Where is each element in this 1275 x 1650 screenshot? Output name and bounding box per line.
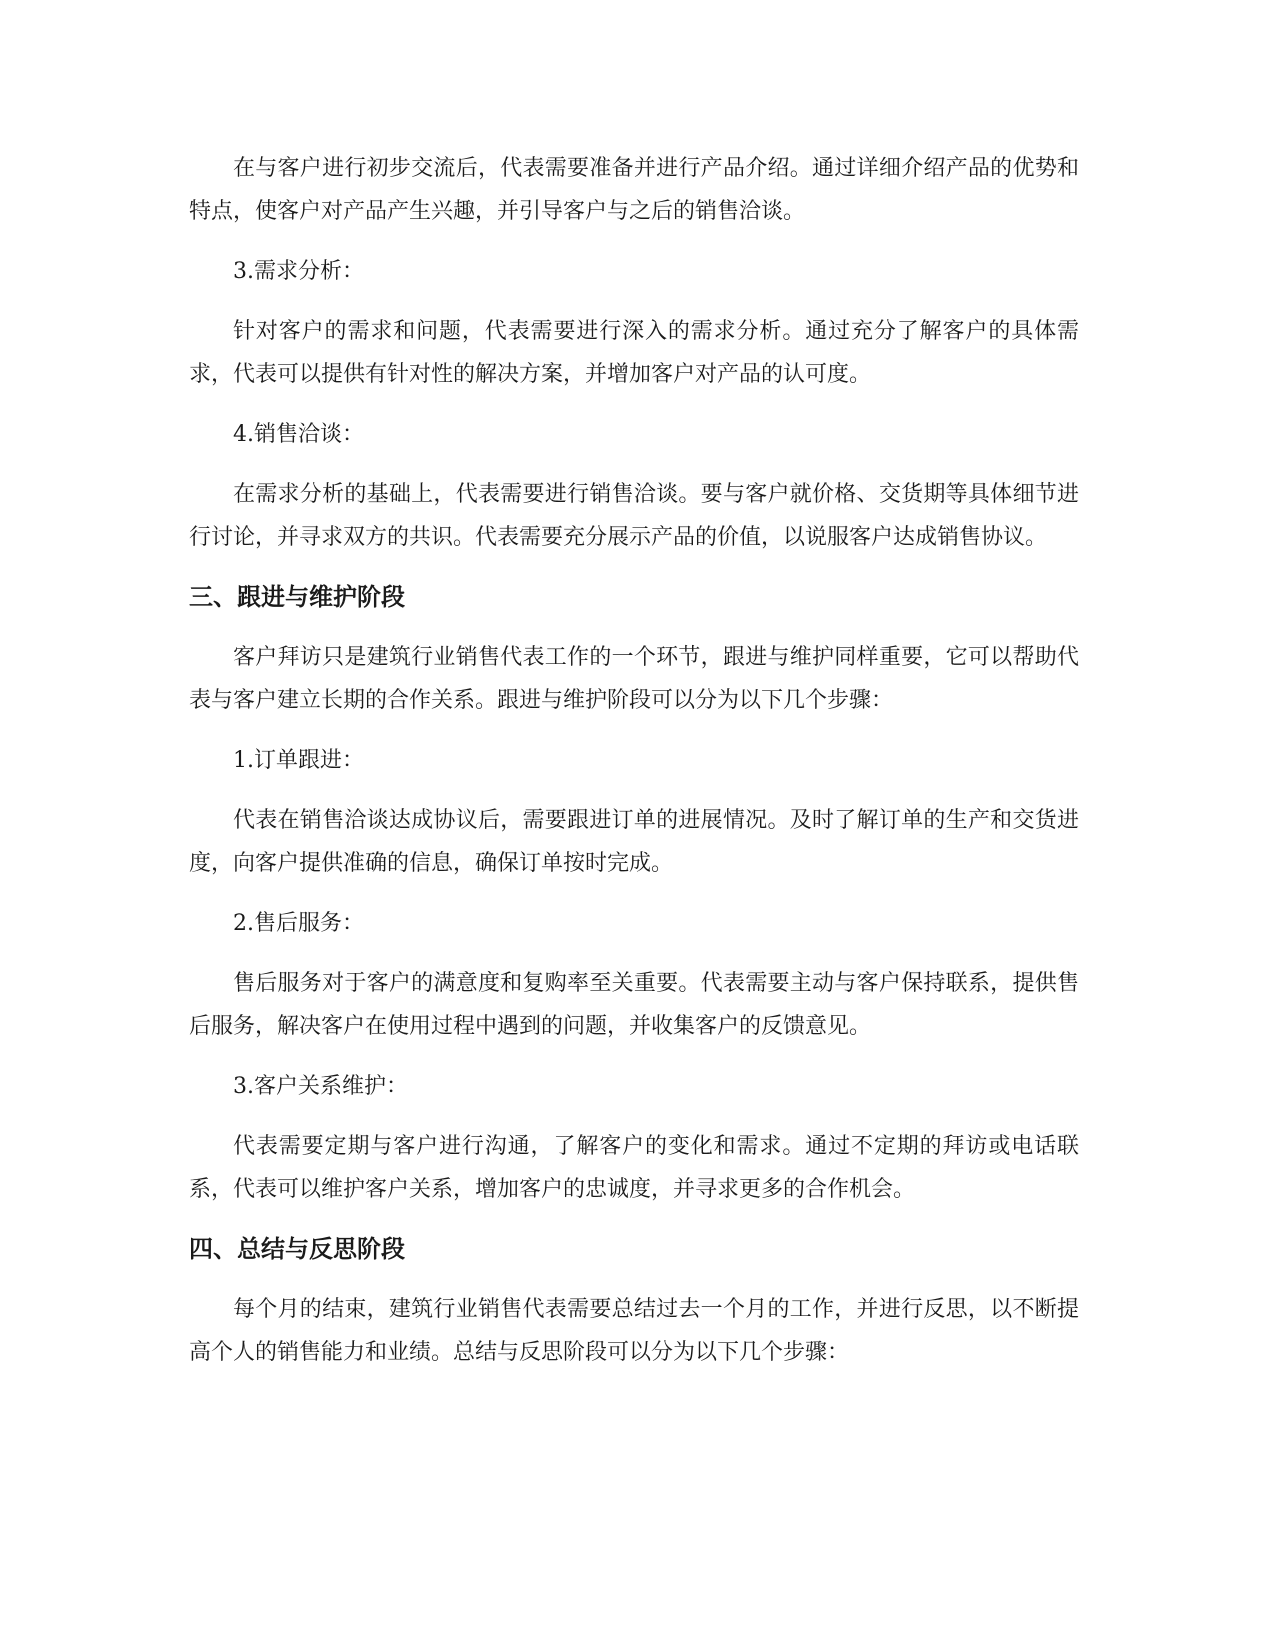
- step-needs-analysis: 3.需求分析：: [233, 259, 364, 284]
- step-sales-negotiation: 4.销售洽谈：: [233, 422, 364, 447]
- step-order-follow-up: 1.订单跟进：: [233, 748, 364, 773]
- paragraph-needs-analysis: 针对客户的需求和问题，代表需要进行深入的需求分析。通过充分了解客户的具体需求，代表可以提供有针对性的解决方案，并增加客户对产品的认可度。: [189, 319, 1079, 387]
- paragraph-summary-intro: 每个月的结束，建筑行业销售代表需要总结过去一个月的工作，并进行反思，以不断提高个人的销售能力和业绩。总结与反思阶段可以分为以下几个步骤：: [189, 1297, 1079, 1365]
- paragraph-sales-negotiation: 在需求分析的基础上，代表需要进行销售洽谈。要与客户就价格、交货期等具体细节进行讨论，并寻求双方的共识。代表需要充分展示产品的价值，以说服客户达成销售协议。: [189, 482, 1079, 550]
- paragraph-product-intro: 在与客户进行初步交流后，代表需要准备并进行产品介绍。通过详细介绍产品的优势和特点，使客户对产品产生兴趣，并引导客户与之后的销售洽谈。: [189, 156, 1079, 224]
- step-after-sales: 2.售后服务：: [233, 911, 364, 936]
- paragraph-relationship-maintenance: 代表需要定期与客户进行沟通，了解客户的变化和需求。通过不定期的拜访或电话联系，代表可以维护客户关系，增加客户的忠诚度，并寻求更多的合作机会。: [189, 1134, 1079, 1202]
- document-body: [189, 147, 1079, 1391]
- paragraph-follow-up-intro: 客户拜访只是建筑行业销售代表工作的一个环节，跟进与维护同样重要，它可以帮助代表与客户建立长期的合作关系。跟进与维护阶段可以分为以下几个步骤：: [189, 645, 1079, 713]
- section-heading-follow-up: 三、跟进与维护阶段: [189, 583, 405, 611]
- section-heading-summary: 四、总结与反思阶段: [189, 1235, 405, 1263]
- step-relationship-maintenance: 3.客户关系维护：: [233, 1074, 408, 1099]
- paragraph-after-sales: 售后服务对于客户的满意度和复购率至关重要。代表需要主动与客户保持联系，提供售后服务，解决客户在使用过程中遇到的问题，并收集客户的反馈意见。: [189, 971, 1079, 1039]
- paragraph-order-follow-up: 代表在销售洽谈达成协议后，需要跟进订单的进展情况。及时了解订单的生产和交货进度，向客户提供准确的信息，确保订单按时完成。: [189, 808, 1079, 876]
